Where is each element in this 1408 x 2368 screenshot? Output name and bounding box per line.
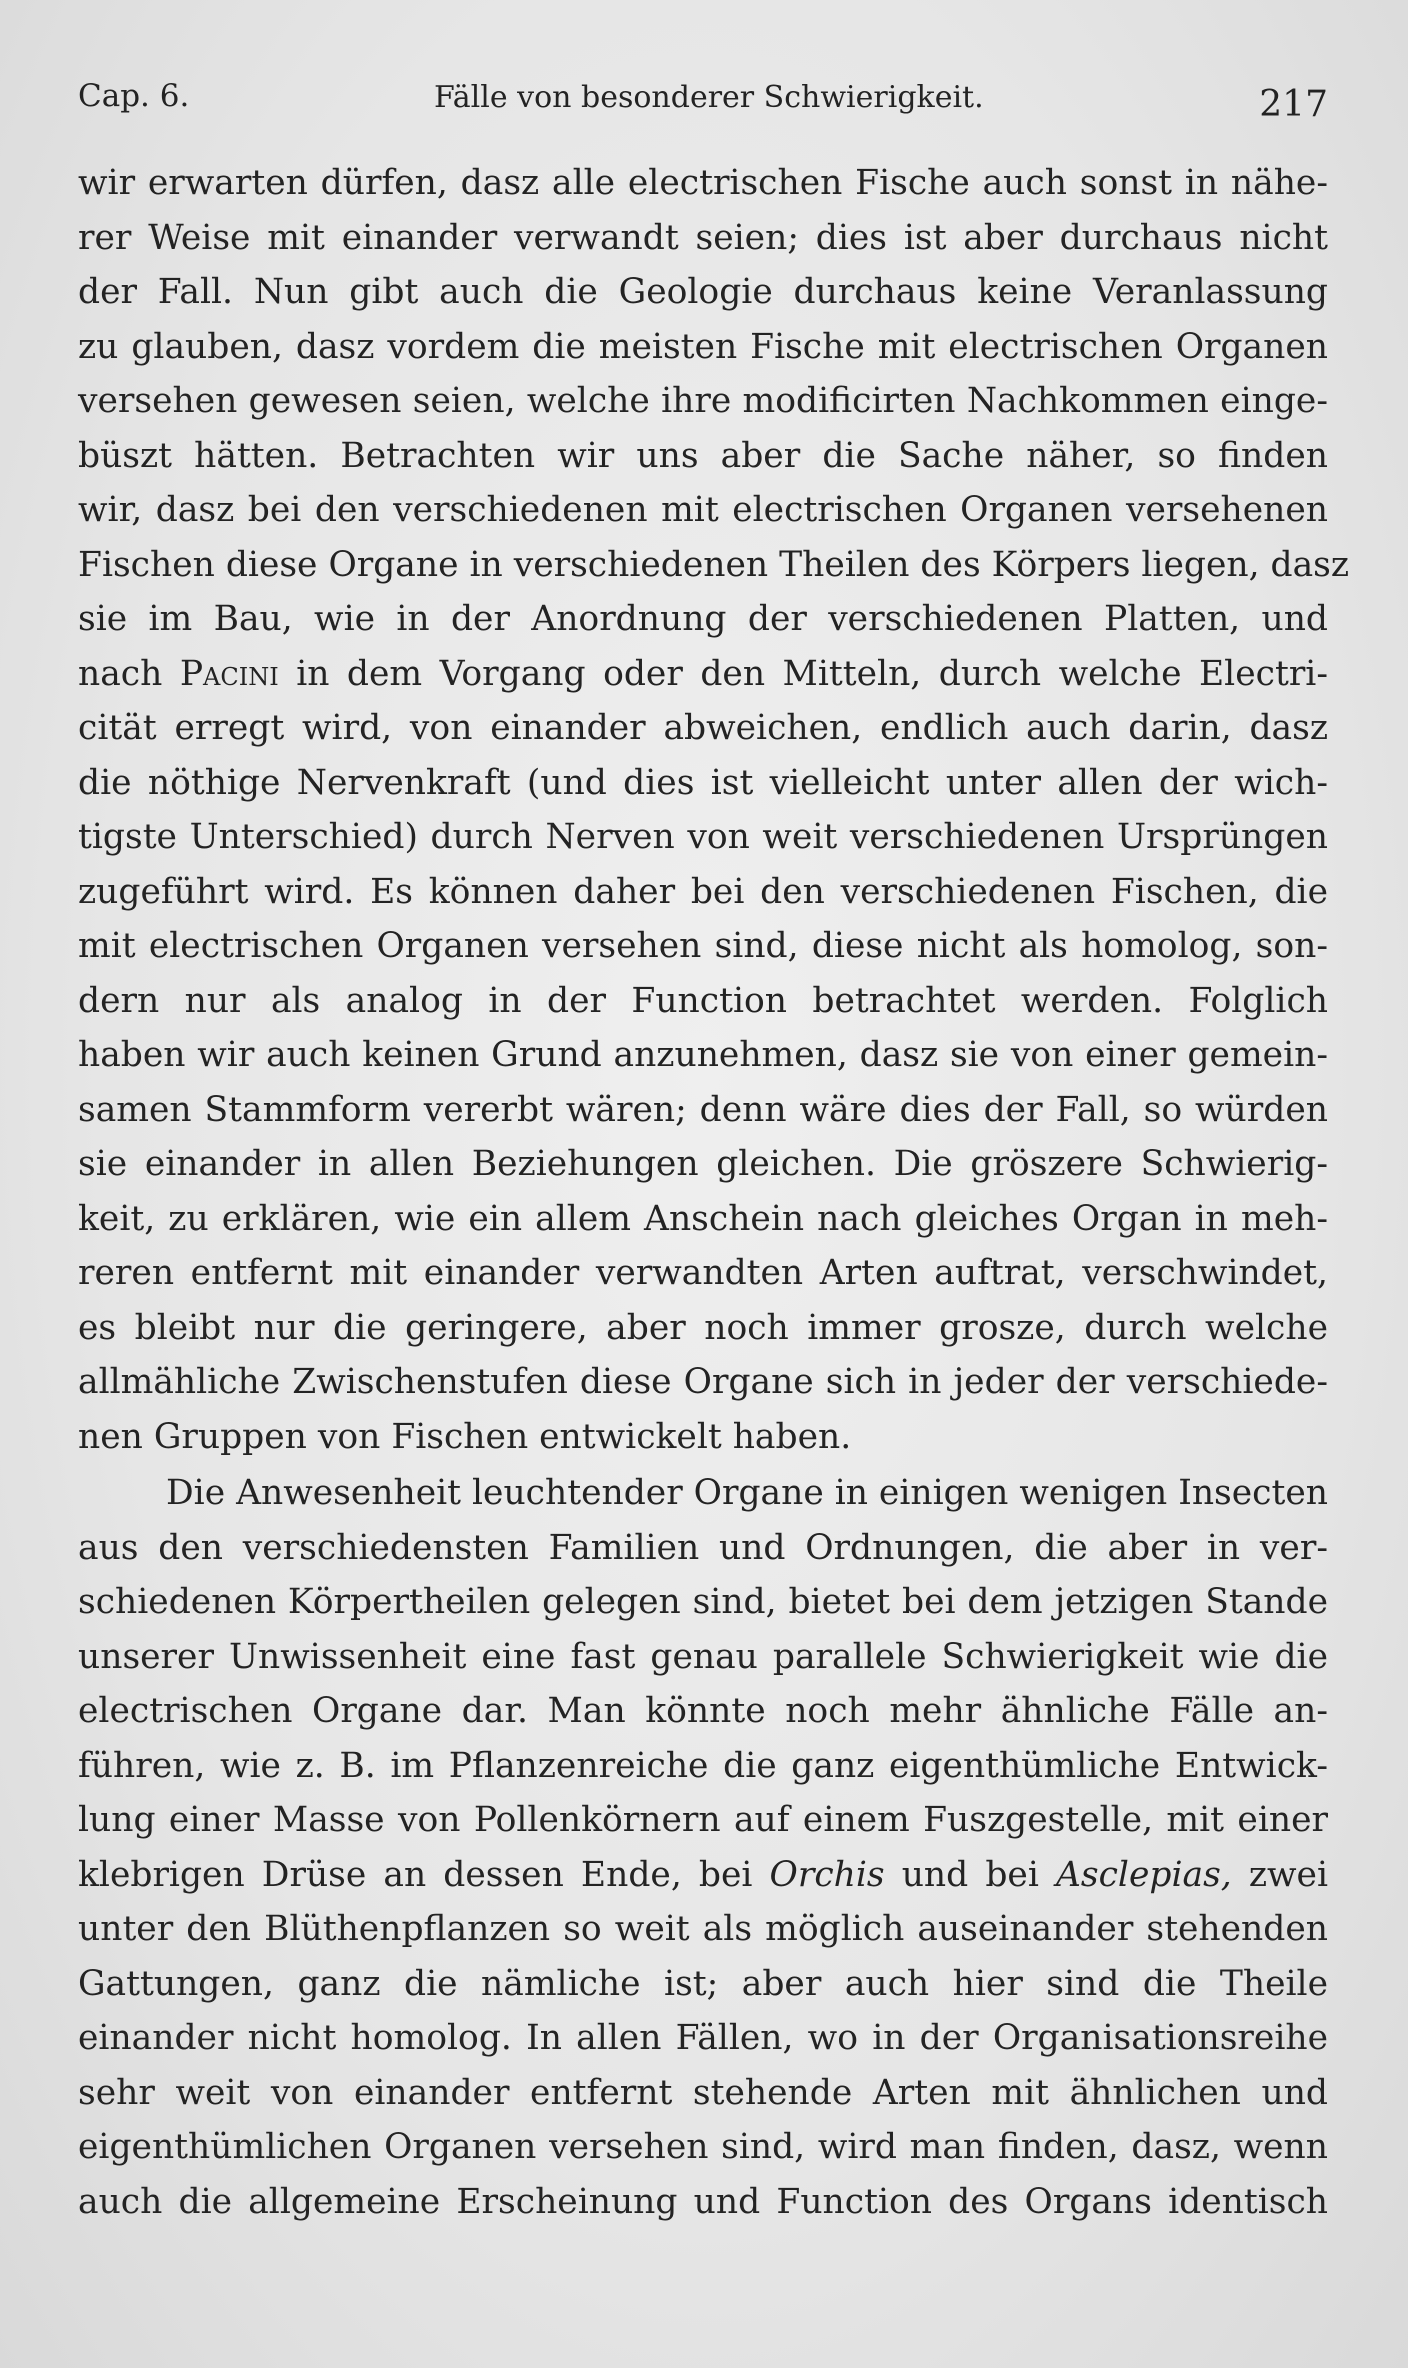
body-text	[78, 156, 1350, 2229]
text-line: schiedenen Körpertheilen gelegen sind, bietet bei dem jetzigen Stande	[78, 1582, 1328, 1622]
text-line: Gattungen, ganz die nämliche ist; aber auch hier sind die Theile	[78, 1963, 1328, 2004]
text-line: lung einer Masse von Pollenkörnern auf einem Fuszgestelle, mit einer	[78, 1800, 1328, 1840]
text-line: zugeführt wird. Es können daher bei den verschiedenen Fischen, die	[78, 871, 1328, 912]
text-line: Fischen diese Organe in verschiedenen Theilen des Körpers liegen, dasz	[78, 544, 1350, 585]
page-number: 217	[1259, 84, 1328, 125]
page-header	[78, 78, 1328, 128]
text-line: sie einander in allen Beziehungen gleichen. Die gröszere Schwierig-	[78, 1144, 1328, 1184]
paragraph-electric-fish	[78, 156, 1350, 1464]
text-line: aus den verschiedensten Familien und Ordnungen, die aber in ver-	[78, 1527, 1328, 1568]
text-line: auch die allgemeine Erscheinung und Function des Organs identisch	[78, 2181, 1328, 2222]
author-name-pacini: Pacini	[179, 653, 279, 694]
text-line: büszt hätten. Betrachten wir uns aber die Sache näher, so finden	[78, 435, 1328, 476]
text-line-first	[78, 1466, 1328, 1521]
text-line: electrischen Organe dar. Man könnte noch mehr ähnliche Fälle an-	[78, 1691, 1328, 1731]
text-line: wir erwarten dürfen, dasz alle electrischen Fische auch sonst in nähe-	[78, 163, 1328, 203]
text-line: haben wir auch keinen Grund anzunehmen, dasz sie von einer gemein-	[78, 1035, 1328, 1075]
text-line: zu glauben, dasz vordem die meisten Fische mit electrischen Organen	[78, 326, 1328, 367]
text-line: reren entfernt mit einander verwandten Arten auftrat, verschwindet,	[78, 1253, 1328, 1293]
text-line: unserer Unwissenheit eine fast genau parallele Schwierigkeit wie die	[78, 1636, 1328, 1677]
italic-genus-asclepias: Asclepias,	[1055, 1854, 1232, 1895]
text-line: versehen gewesen seien, welche ihre modificirten Nachkommen einge-	[78, 381, 1328, 421]
text-line: unter den Blüthenpflanzen so weit als möglich auseinander stehenden	[78, 1909, 1328, 1949]
text-line: cität erregt wird, von einander abweichen, endlich auch darin, dasz	[78, 708, 1328, 748]
text-line: führen, wie z. B. im Pflanzenreiche die ganz eigenthümliche Entwick-	[78, 1745, 1328, 1786]
text-line: die nöthige Nervenkraft (und dies ist vielleicht unter allen der wich-	[78, 762, 1328, 803]
text-line: dern nur als analog in der Function betrachtet werden. Folglich	[78, 980, 1328, 1021]
text-line-orchis	[78, 1848, 1328, 1903]
text-segment: und bei	[884, 1854, 1056, 1895]
italic-genus-orchis: Orchis	[769, 1854, 885, 1895]
text-line: allmähliche Zwischenstufen diese Organe sich in jeder der verschiede-	[78, 1362, 1328, 1402]
text-line: es bleibt nur die geringere, aber noch immer grosze, durch welche	[78, 1307, 1328, 1348]
text-line: keit, zu erklären, wie ein allem Anschein nach gleiches Organ in meh-	[78, 1198, 1328, 1239]
paragraph-luminous-organs	[78, 1466, 1328, 2229]
text-line: einander nicht homolog. In allen Fällen, wo in der Organisationsreihe	[78, 2018, 1328, 2058]
text-line-last: nen Gruppen von Fischen entwickelt haben.	[78, 1416, 852, 1457]
text-line: sehr weit von einander entfernt stehende Arten mit ähnlichen und	[78, 2072, 1328, 2113]
text-line: samen Stammform vererbt wären; denn wäre dies der Fall, so würden	[78, 1089, 1328, 1130]
text-line: sie im Bau, wie in der Anordnung der verschiedenen Platten, und	[78, 599, 1328, 639]
text-line-pacini: nach Pacini in dem Vorgang oder den Mitteln, durch welche Electri-	[78, 653, 1329, 694]
text-line: eigenthümlichen Organen versehen sind, wird man finden, dasz, wenn	[78, 2127, 1328, 2167]
text-line: rer Weise mit einander verwandt seien; dies ist aber durchaus nicht	[78, 217, 1328, 258]
text-line: mit electrischen Organen versehen sind, diese nicht als homolog, son-	[78, 926, 1328, 966]
chapter-label: Cap. 6.	[78, 78, 190, 114]
text-segment: zwei	[1231, 1854, 1329, 1895]
running-title: Fälle von besonderer Schwierigkeit.	[434, 80, 984, 115]
text-line: tigste Unterschied) durch Nerven von weit verschiedenen Ursprüngen	[78, 817, 1328, 857]
text-line-content: Die Anwesenheit leuchtender Organe in einigen wenigen Insecten	[166, 1473, 1328, 1513]
text-line: der Fall. Nun gibt auch die Geologie durchaus keine Veranlassung	[78, 272, 1328, 312]
text-line: wir, dasz bei den verschiedenen mit electrischen Organen versehenen	[78, 490, 1328, 530]
text-segment: klebrigen Drüse an dessen Ende, bei	[78, 1854, 770, 1895]
